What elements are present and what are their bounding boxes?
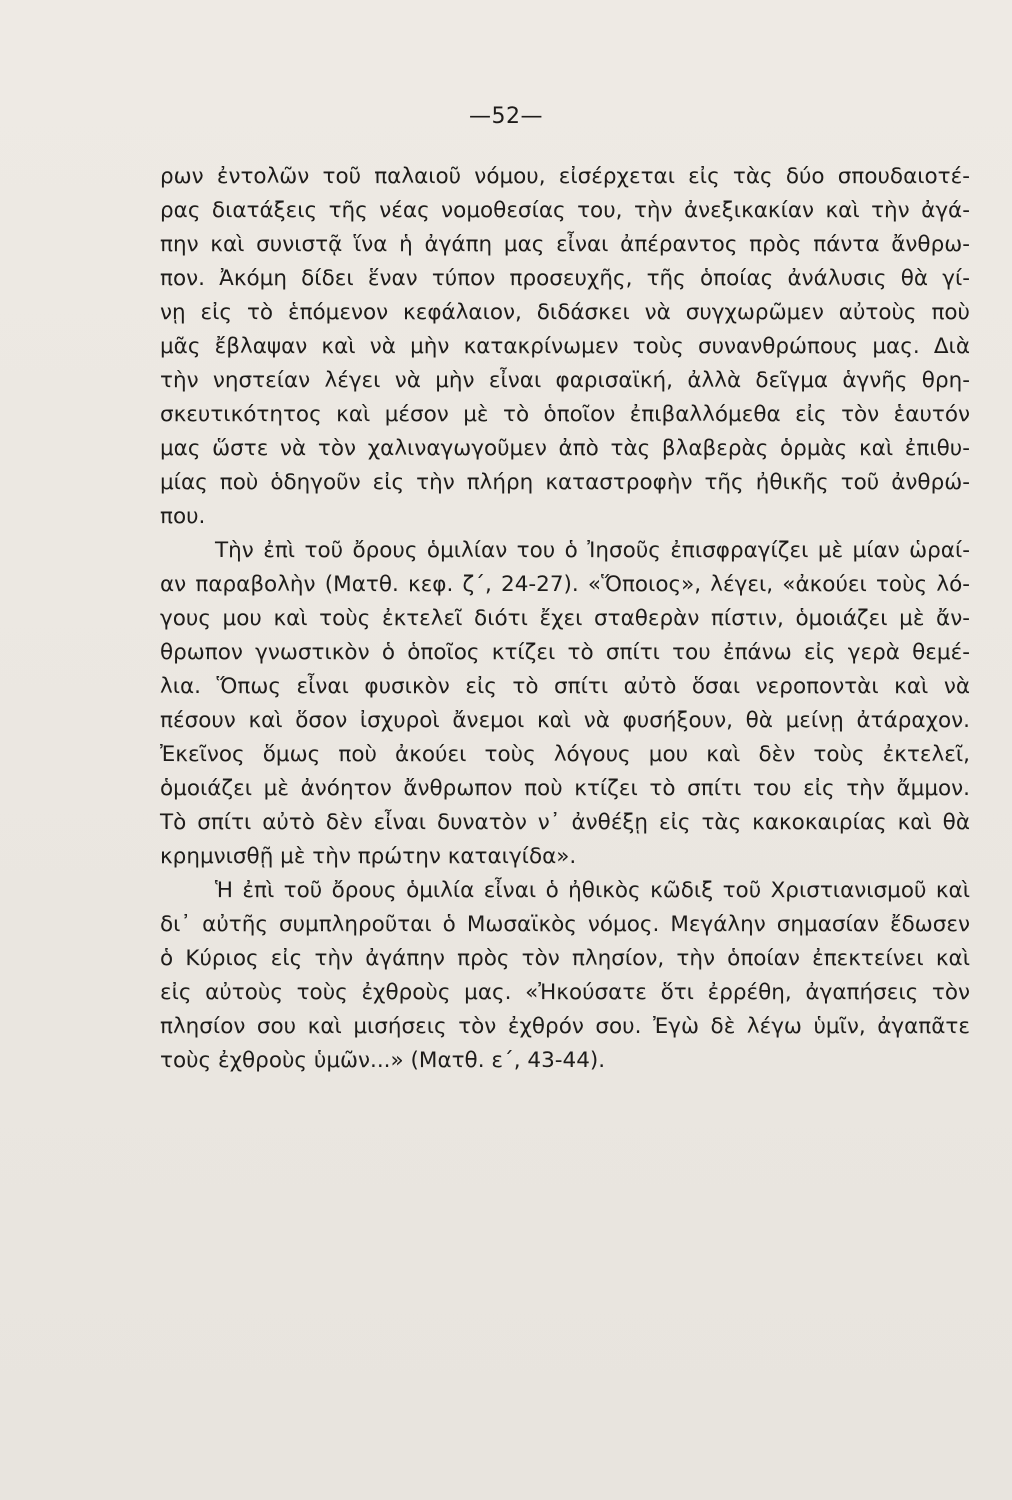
text-line: μᾶς ἔβλαψαν καὶ νὰ μὴν κατακρίνωμεν τοὺς συνανθρώπους μας. Διὰ — [160, 334, 970, 359]
text-line: Τὴν ἐπὶ τοῦ ὄρους ὁμιλίαν του ὁ Ἰησοῦς ἐπισφραγίζει μὲ μίαν ὡραί- — [215, 538, 970, 563]
text-line: Τὸ σπίτι αὐτὸ δὲν εἶναι δυνατὸν ν᾽ ἀνθέξῃ εἰς τὰς κακοκαιρίας καὶ θὰ — [160, 810, 970, 835]
text-line: πον. Ἀκόμη δίδει ἕναν τύπον προσευχῆς, τῆς ὁποίας ἀνάλυσις θὰ γί- — [160, 266, 970, 291]
text-line: γους μου καὶ τοὺς ἐκτελεῖ διότι ἔχει σταθερὰν πίστιν, ὁμοιάζει μὲ ἄν- — [160, 606, 970, 631]
text-line: δι᾽ αὐτῆς συμπληροῦται ὁ Μωσαϊκὸς νόμος. Μεγάλην σημασίαν ἔδωσεν — [160, 912, 970, 937]
text-line: που. — [160, 504, 206, 529]
text-line: κρημνισθῇ μὲ τὴν πρώτην καταιγίδα». — [160, 844, 577, 869]
text-line: Ἐκεῖνος ὅμως ποὺ ἀκούει τοὺς λόγους μου καὶ δὲν τοὺς ἐκτελεῖ, — [160, 742, 970, 767]
text-line: ὁμοιάζει μὲ ἀνόητον ἄνθρωπον ποὺ κτίζει τὸ σπίτι του εἰς τὴν ἄμμον. — [160, 776, 970, 801]
text-line: Ἡ ἐπὶ τοῦ ὄρους ὁμιλία εἶναι ὁ ἠθικὸς κῶδιξ τοῦ Χριστιανισμοῦ καὶ — [215, 878, 970, 903]
text-line: νῃ εἰς τὸ ἑπόμενον κεφάλαιον, διδάσκει νὰ συγχωρῶμεν αὐτοὺς ποὺ — [160, 300, 970, 325]
main-text — [160, 160, 970, 1078]
text-line: τοὺς ἐχθροὺς ὑμῶν...» (Ματθ. ε΄, 43-44). — [160, 1048, 606, 1073]
text-line: πλησίον σου καὶ μισήσεις τὸν ἐχθρόν σου. Ἐγὼ δὲ λέγω ὑμῖν, ἀγαπᾶτε — [160, 1014, 970, 1039]
text-line: λια. Ὅπως εἶναι φυσικὸν εἰς τὸ σπίτι αὐτὸ ὅσαι νεροποντὰι καὶ νὰ — [160, 674, 970, 699]
paragraph-2 — [160, 534, 970, 874]
text-line: αν παραβολὴν (Ματθ. κεφ. ζ΄, 24-27). «Ὅποιος», λέγει, «ἀκούει τοὺς λό- — [160, 572, 970, 597]
text-line: πην καὶ συνιστᾷ ἵνα ἡ ἀγάπη μας εἶναι ἀπέραντος πρὸς πάντα ἄνθρω- — [160, 232, 970, 257]
text-line: πέσουν καὶ ὅσον ἰσχυροὶ ἄνεμοι καὶ νὰ φυσήξουν, θὰ μείνῃ ἀτάραχον. — [160, 708, 970, 733]
text-line: μίας ποὺ ὁδηγοῦν εἰς τὴν πλήρη καταστροφὴν τῆς ἠθικῆς τοῦ ἀνθρώ- — [160, 470, 970, 495]
text-line: σκευτικότητος καὶ μέσον μὲ τὸ ὁποῖον ἐπιβαλλόμεθα εἰς τὸν ἑαυτόν — [160, 402, 970, 427]
paragraph-3 — [160, 874, 970, 1078]
text-line: τὴν νηστείαν λέγει νὰ μὴν εἶναι φαρισαϊκή, ἀλλὰ δεῖγμα ἁγνῆς θρη- — [160, 368, 970, 393]
text-line: μας ὥστε νὰ τὸν χαλιναγωγοῦμεν ἀπὸ τὰς βλαβερὰς ὁρμὰς καὶ ἐπιθυ- — [160, 436, 970, 461]
text-line: ρων ἐντολῶν τοῦ παλαιοῦ νόμου, εἰσέρχεται εἰς τὰς δύο σπουδαιοτέ- — [160, 164, 970, 189]
page-number: —52— — [469, 104, 543, 129]
text-line: εἰς αὐτοὺς τοὺς ἐχθροὺς μας. «Ἠκούσατε ὅτι ἐρρέθη, ἀγαπήσεις τὸν — [160, 980, 970, 1005]
text-line: ὁ Κύριος εἰς τὴν ἀγάπην πρὸς τὸν πλησίον, τὴν ὁποίαν ἐπεκτείνει καὶ — [160, 946, 970, 971]
text-line: ρας διατάξεις τῆς νέας νομοθεσίας του, τὴν ἀνεξικακίαν καὶ τὴν ἀγά- — [160, 198, 970, 223]
paragraph-1 — [160, 160, 970, 534]
text-line: θρωπον γνωστικὸν ὁ ὁποῖος κτίζει τὸ σπίτι του ἐπάνω εἰς γερὰ θεμέ- — [160, 640, 970, 665]
